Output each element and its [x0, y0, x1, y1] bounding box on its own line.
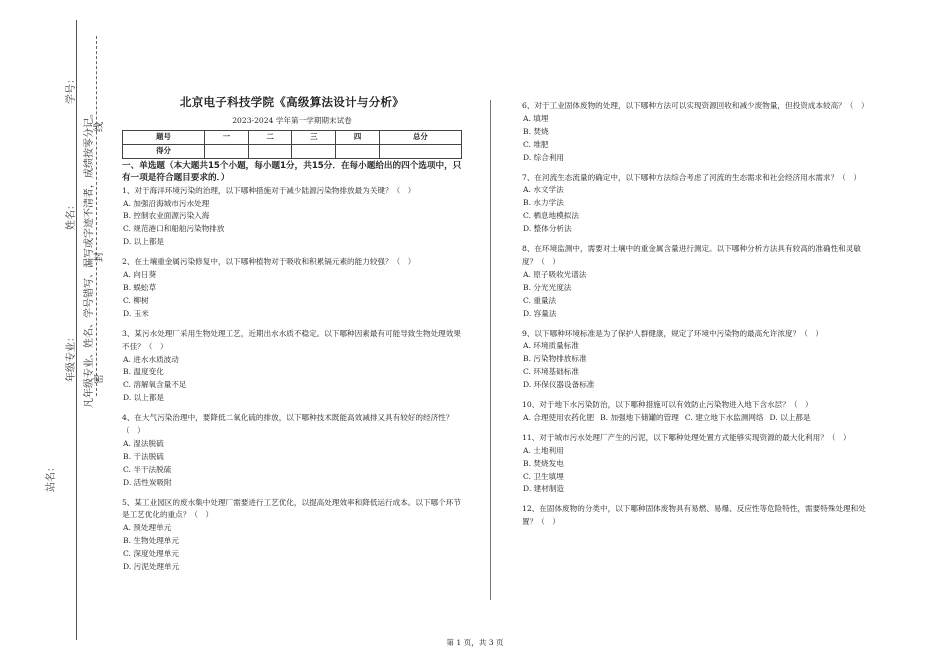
- answer-option[interactable]: A. 原子吸收光谱法: [523, 269, 587, 279]
- question-list-left: [122, 185, 462, 574]
- answer-option[interactable]: D. 综合利用: [523, 152, 565, 162]
- question-stem: 7、在河流生态流量的确定中，以下哪种方法综合考虑了河流的生态需求和社会经济用水需求？（ ）: [522, 172, 861, 182]
- score-header-cell: 三: [292, 130, 336, 144]
- column-divider: [490, 100, 491, 600]
- score-header-cell: 题号: [123, 130, 205, 144]
- question: [522, 503, 867, 529]
- answer-option[interactable]: A. 湿法脱硫: [123, 438, 164, 448]
- score-cell[interactable]: [336, 144, 380, 158]
- answer-option-row: [523, 412, 867, 425]
- answer-option[interactable]: A. 进水水质波动: [123, 354, 179, 364]
- answer-option[interactable]: D. 以上都是: [123, 237, 165, 247]
- question-stem: 8、在环境监测中，需要对土壤中的重金属含量进行测定。以下哪种分析方法具有较高的准确性和灵敏度？（ ）: [522, 244, 861, 266]
- answer-option[interactable]: A. 水文学法: [523, 185, 564, 195]
- answer-option[interactable]: C. 建立地下水监测网络: [684, 412, 764, 422]
- question: [122, 497, 462, 574]
- answer-option[interactable]: B. 分光光度法: [523, 282, 572, 292]
- question: [522, 399, 867, 425]
- score-row-label: 得分: [123, 144, 205, 158]
- answer-option[interactable]: C. 规范港口和船舶污染物排放: [123, 224, 225, 234]
- answer-option[interactable]: C. 环境基础标准: [523, 367, 579, 377]
- question: [122, 185, 462, 250]
- question-stem: 5、某工业园区的废水集中处理厂需要进行工艺优化，以提高处理效率和降低运行成本。以下哪个环节是工艺优化的重点？（ ）: [122, 497, 461, 520]
- answer-option[interactable]: C. 半干法脱硫: [123, 464, 172, 474]
- exam-title: 北京电子科技学院《高级算法设计与分析》: [179, 95, 405, 109]
- question-stem: 6、对于工业固体废物的处理，以下哪种方法可以实现资源回收和减少废物量，但投资成本较高？（ ）: [522, 101, 869, 110]
- answer-option[interactable]: D. 活性炭吸附: [123, 477, 172, 487]
- answer-option[interactable]: C. 溶解氧含量不足: [123, 380, 187, 390]
- answer-option[interactable]: B. 加强地下储罐的管理: [600, 412, 679, 422]
- answer-option[interactable]: A. 加强沿海城市污水处理: [123, 198, 210, 208]
- score-cell[interactable]: [205, 144, 249, 158]
- answer-option[interactable]: B. 污染物排放标准: [523, 354, 587, 364]
- margin-seal-feng: 封: [94, 252, 105, 262]
- score-cell[interactable]: [248, 144, 292, 158]
- answer-option[interactable]: B. 蜈蚣草: [123, 282, 157, 292]
- answer-option[interactable]: A. 土地利用: [523, 445, 564, 455]
- answer-option[interactable]: A. 环境质量标准: [523, 341, 579, 351]
- score-table-score-row: [123, 144, 462, 158]
- question: [522, 328, 867, 393]
- answer-option[interactable]: A. 预处理单元: [123, 523, 172, 533]
- answer-option[interactable]: D. 玉米: [123, 308, 149, 318]
- answer-option[interactable]: C. 堆肥: [523, 139, 549, 149]
- answer-option[interactable]: D. 以上都是: [769, 412, 811, 422]
- margin-seal-mi: 密: [94, 374, 105, 384]
- score-table-header-row: [123, 130, 462, 144]
- margin-warning: 凡年级专业、姓名、学号错写、漏写或字迹不清者，成绩按零分记。: [84, 108, 95, 408]
- answer-option[interactable]: B. 焚烧发电: [523, 458, 564, 468]
- answer-option[interactable]: C. 柳树: [123, 295, 149, 305]
- question: [122, 256, 462, 321]
- question-list-right: [522, 100, 867, 529]
- question-stem: 12、在固体废物的分类中，以下哪种固体废物具有易燃、易爆、反应性等危险特性，需要特殊处理和处置？（ ）: [522, 504, 866, 527]
- question-stem: 1、对于海洋环境污染的治理，以下哪种措施对于减少陆源污染物排放最为关键？（ ）: [122, 185, 416, 195]
- margin-seal-xian: 线: [94, 122, 105, 132]
- question: [522, 172, 867, 237]
- answer-option[interactable]: C. 栖息地模拟法: [523, 211, 579, 221]
- exam-subtitle: 2023-2024 学年第一学期期末试卷: [232, 115, 352, 125]
- answer-option[interactable]: D. 建材制造: [523, 484, 565, 494]
- answer-option[interactable]: B. 水力学法: [523, 198, 564, 208]
- score-header-cell: 一: [205, 130, 249, 144]
- answer-option[interactable]: B. 控制农业面源污染入海: [123, 211, 210, 221]
- right-column: [522, 100, 867, 536]
- section-heading: 一、单选题（本大题共15个小题，每小题1分，共15分．在每小题给出的四个选项中，只有一项是符合题目要求的．）: [122, 160, 462, 184]
- question: [522, 243, 867, 320]
- answer-option[interactable]: A. 填埋: [523, 113, 549, 123]
- answer-option[interactable]: A. 向日葵: [123, 270, 157, 280]
- question: [522, 432, 867, 497]
- score-cell[interactable]: [292, 144, 336, 158]
- question-stem: 3、某污水处理厂采用生物处理工艺，近期出水水质不稳定。以下哪种因素最有可能导致生物处理效果不佳？（ ）: [122, 328, 461, 351]
- answer-option[interactable]: C. 重量法: [523, 295, 557, 305]
- page-footer: 第 1 页，共 3 页: [446, 638, 504, 647]
- answer-option[interactable]: C. 深度处理单元: [123, 549, 179, 559]
- answer-option[interactable]: B. 温度变化: [123, 367, 164, 377]
- answer-option[interactable]: B. 焚烧: [523, 126, 549, 136]
- answer-option[interactable]: B. 生物处理单元: [123, 536, 179, 546]
- score-header-cell: 二: [248, 130, 292, 144]
- answer-option[interactable]: D. 容量法: [523, 308, 557, 318]
- score-header-cell: 总分: [379, 130, 461, 144]
- question: [122, 412, 462, 489]
- question-stem: 2、在土壤重金属污染修复中，以下哪种植物对于吸收和积累镉元素的能力较强？（ ）: [122, 257, 416, 267]
- answer-option[interactable]: D. 污泥处理单元: [123, 562, 180, 572]
- margin-student-id: 学号：: [66, 74, 77, 104]
- left-column: [122, 96, 462, 581]
- answer-option[interactable]: C. 卫生填埋: [523, 471, 564, 481]
- question-stem: 10、对于地下水污染防治，以下哪种措施可以有效防止污染物进入地下含水层？（ ）: [522, 400, 813, 410]
- answer-option[interactable]: D. 整体分析法: [523, 224, 572, 234]
- score-header-cell: 四: [336, 130, 380, 144]
- question: [522, 100, 867, 165]
- margin-line: [76, 20, 77, 640]
- score-table: [122, 130, 462, 159]
- answer-option[interactable]: A. 合理使用农药化肥: [523, 412, 595, 422]
- answer-option[interactable]: D. 环保仪器设备标准: [523, 380, 595, 390]
- question: [122, 328, 462, 405]
- margin-name: 姓名：: [66, 200, 77, 230]
- question-stem: 11、对于城市污水处理厂产生的污泥，以下哪种处理处置方式能够实现资源的最大化利用？（ ）: [522, 432, 851, 442]
- seal-dashed-line: [96, 36, 97, 396]
- score-cell[interactable]: [379, 144, 461, 158]
- answer-option[interactable]: D. 以上都是: [123, 393, 165, 403]
- answer-option[interactable]: B. 干法脱硫: [123, 451, 164, 461]
- question-stem: 4、在大气污染治理中，要降低二氧化硫的排放，以下哪种技术既能高效减排又具有较好的经济性？（ ）: [122, 413, 454, 436]
- question-stem: 9、以下哪种环境标准是为了保护人群健康，规定了环境中污染物的最高允许浓度？（ ）: [522, 328, 823, 338]
- margin-major: 年级专业：: [66, 332, 77, 382]
- margin-station: 站名：: [46, 462, 57, 492]
